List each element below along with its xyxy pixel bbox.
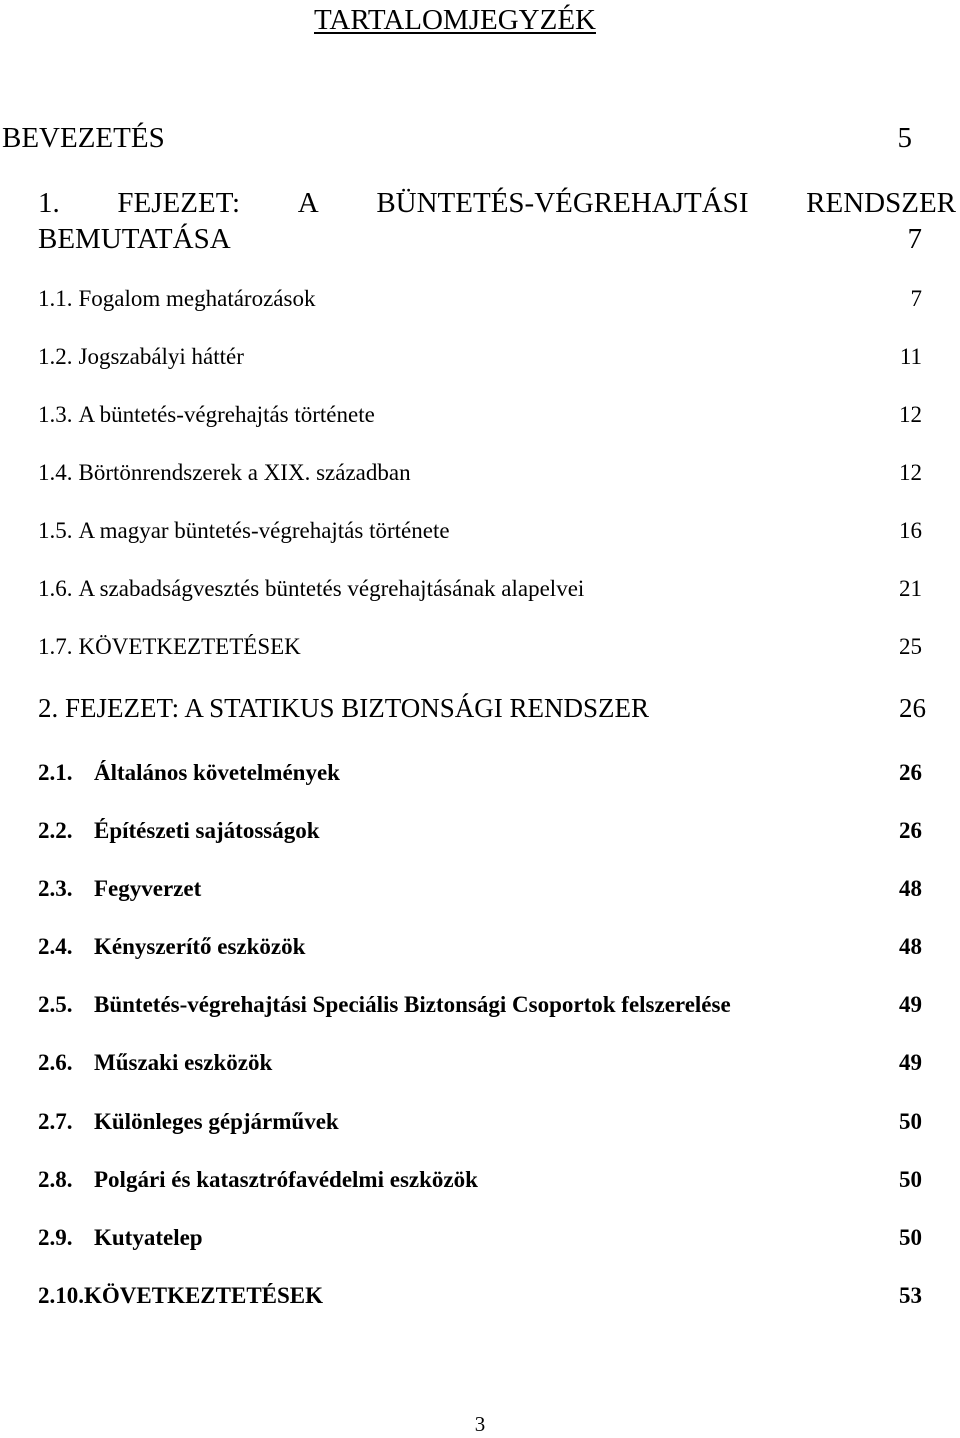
toc-entry-label bbox=[38, 400, 375, 430]
toc-entry-label bbox=[38, 516, 450, 546]
toc-entry-number: 2.8. bbox=[38, 1167, 73, 1192]
toc-entry-text: Börtönrendszerek a XIX. században bbox=[78, 460, 411, 485]
toc-entry-text: Kényszerítő eszközök bbox=[94, 934, 306, 959]
toc-entry-1-7[interactable] bbox=[38, 632, 922, 662]
toc-entry-2-5[interactable] bbox=[38, 990, 922, 1020]
toc-entry-number: 1.3. bbox=[38, 402, 73, 427]
toc-entry-page: 25 bbox=[899, 634, 922, 659]
toc-entry-label bbox=[38, 574, 584, 604]
toc-entry-text: Büntetés-végrehajtási Speciális Biztonsági Csoportok felszerelése bbox=[94, 992, 731, 1017]
toc-entry-number: 1.1. bbox=[38, 286, 73, 311]
toc-entry-page: 26 bbox=[899, 760, 922, 785]
toc-entry-text: KÖVETKEZTETÉSEK bbox=[78, 634, 301, 659]
toc-entry-label bbox=[38, 874, 201, 904]
toc-entry-label bbox=[38, 632, 301, 662]
toc-entry-page: 12 bbox=[899, 460, 922, 485]
toc-entry-number: 2.1. bbox=[38, 760, 73, 785]
toc-entry-text: Fegyverzet bbox=[94, 876, 202, 901]
toc-entry-number: 1.5. bbox=[38, 518, 73, 543]
toc-entry-number: 2.2. bbox=[38, 818, 73, 843]
toc-entry-label bbox=[38, 1281, 323, 1311]
chapter-1-number: 1. bbox=[38, 187, 60, 219]
chapter-1-word: BÜNTETÉS-VÉGREHAJTÁSI bbox=[376, 187, 749, 219]
toc-entry-page: 50 bbox=[899, 1167, 922, 1192]
toc-entry-number: 2.5. bbox=[38, 992, 73, 1017]
toc-entry-label bbox=[38, 1107, 339, 1137]
toc-entry-text: Építészeti sajátosságok bbox=[94, 818, 320, 843]
toc-entry-text: Különleges gépjárművek bbox=[94, 1109, 339, 1134]
toc-entry-number: 1.6. bbox=[38, 576, 73, 601]
toc-entry-number: 2.7. bbox=[38, 1109, 73, 1134]
toc-entry-1-6[interactable] bbox=[38, 574, 922, 604]
toc-entry-2-7[interactable] bbox=[38, 1107, 922, 1137]
toc-entry-chapter-1[interactable] bbox=[38, 185, 956, 257]
toc-entry-text: Kutyatelep bbox=[94, 1225, 203, 1250]
toc-entry-number: 2.6. bbox=[38, 1050, 73, 1075]
toc-entry-page: 26 bbox=[899, 818, 922, 843]
toc-entry-1-3[interactable] bbox=[38, 400, 922, 430]
toc-entry-label bbox=[38, 1165, 478, 1195]
toc-entry-number: 1.4. bbox=[38, 460, 73, 485]
toc-entry-page: 49 bbox=[899, 1050, 922, 1075]
toc-entry-page: 11 bbox=[899, 344, 922, 369]
toc-entry-2-3[interactable] bbox=[38, 874, 922, 904]
toc-entry-label bbox=[38, 990, 731, 1020]
toc-entry-text: A magyar büntetés-végrehajtás története bbox=[78, 518, 450, 543]
toc-entry-number: 2.4. bbox=[38, 934, 73, 959]
toc-entry-text: Műszaki eszközök bbox=[94, 1050, 273, 1075]
toc-entry-page: 7 bbox=[907, 223, 922, 255]
toc-entry-label: BEVEZETÉS bbox=[2, 122, 165, 154]
chapter-1-word: FEJEZET: bbox=[117, 187, 241, 219]
toc-entry-page: 5 bbox=[897, 122, 912, 154]
chapter-1-word: A bbox=[297, 187, 319, 219]
toc-entry-text: A büntetés-végrehajtás története bbox=[78, 402, 375, 427]
toc-entry-number: 1.7. bbox=[38, 634, 73, 659]
toc-entry-number: 2.10. bbox=[38, 1283, 84, 1308]
toc-entry-label bbox=[38, 932, 305, 962]
toc-entry-text: KÖVETKEZTETÉSEK bbox=[84, 1283, 324, 1308]
toc-entry-text: Polgári és katasztrófavédelmi eszközök bbox=[94, 1167, 478, 1192]
toc-entry-page: 49 bbox=[899, 992, 922, 1017]
toc-entry-number: 2.9. bbox=[38, 1225, 73, 1250]
toc-entry-number: 1.2. bbox=[38, 344, 73, 369]
toc-entry-2-1[interactable] bbox=[38, 758, 922, 788]
toc-entry-2-6[interactable] bbox=[38, 1048, 922, 1078]
toc-entry-page: 12 bbox=[899, 402, 922, 427]
chapter-1-word: RENDSZER bbox=[806, 187, 956, 219]
chapter-1-title-line bbox=[38, 185, 956, 221]
toc-entry-1-2[interactable] bbox=[38, 342, 922, 372]
toc-entry-page: 7 bbox=[910, 286, 922, 311]
toc-entry-1-1[interactable] bbox=[38, 284, 922, 314]
toc-entry-label bbox=[38, 1048, 272, 1078]
toc-entry-2-2[interactable] bbox=[38, 816, 922, 846]
toc-entry-page: 53 bbox=[899, 1283, 922, 1308]
chapter-1-title-continuation bbox=[38, 221, 956, 257]
toc-entry-label: 2. FEJEZET: A STATIKUS BIZTONSÁGI RENDSZER bbox=[38, 693, 650, 723]
toc-entry-page: 50 bbox=[899, 1225, 922, 1250]
toc-entry-2-10[interactable] bbox=[38, 1281, 922, 1311]
toc-entry-text: A szabadságvesztés büntetés végrehajtásának alapelvei bbox=[78, 576, 585, 601]
toc-entry-label bbox=[38, 342, 244, 372]
toc-entry-1-4[interactable] bbox=[38, 458, 922, 488]
toc-entry-page: 16 bbox=[899, 518, 922, 543]
toc-entry-2-4[interactable] bbox=[38, 932, 922, 962]
toc-entry-2-8[interactable] bbox=[38, 1165, 922, 1195]
toc-entry-text: Fogalom meghatározások bbox=[78, 286, 316, 311]
chapter-1-title-cont: BEMUTATÁSA bbox=[38, 223, 231, 255]
toc-entry-page: 21 bbox=[899, 576, 922, 601]
toc-entry-text: Jogszabályi háttér bbox=[78, 344, 244, 369]
page-number: 3 bbox=[474, 1412, 486, 1436]
toc-entry-label bbox=[38, 816, 320, 846]
toc-entry-label bbox=[38, 284, 315, 314]
toc-entry-label bbox=[38, 458, 411, 488]
page-title bbox=[0, 2, 910, 38]
toc-entry-page: 48 bbox=[899, 934, 922, 959]
toc-entry-1-5[interactable] bbox=[38, 516, 922, 546]
toc-entry-page: 50 bbox=[899, 1109, 922, 1134]
toc-entry-2-9[interactable] bbox=[38, 1223, 922, 1253]
toc-entry-label bbox=[38, 1223, 203, 1253]
toc-entry-text: Általános követelmények bbox=[94, 760, 340, 785]
page-title-text: TARTALOMJEGYZÉK bbox=[314, 4, 596, 36]
toc-entry-number: 2.3. bbox=[38, 876, 73, 901]
toc-entry-page: 26 bbox=[899, 693, 926, 723]
toc-entry-page: 48 bbox=[899, 876, 922, 901]
toc-entry-label bbox=[38, 758, 340, 788]
